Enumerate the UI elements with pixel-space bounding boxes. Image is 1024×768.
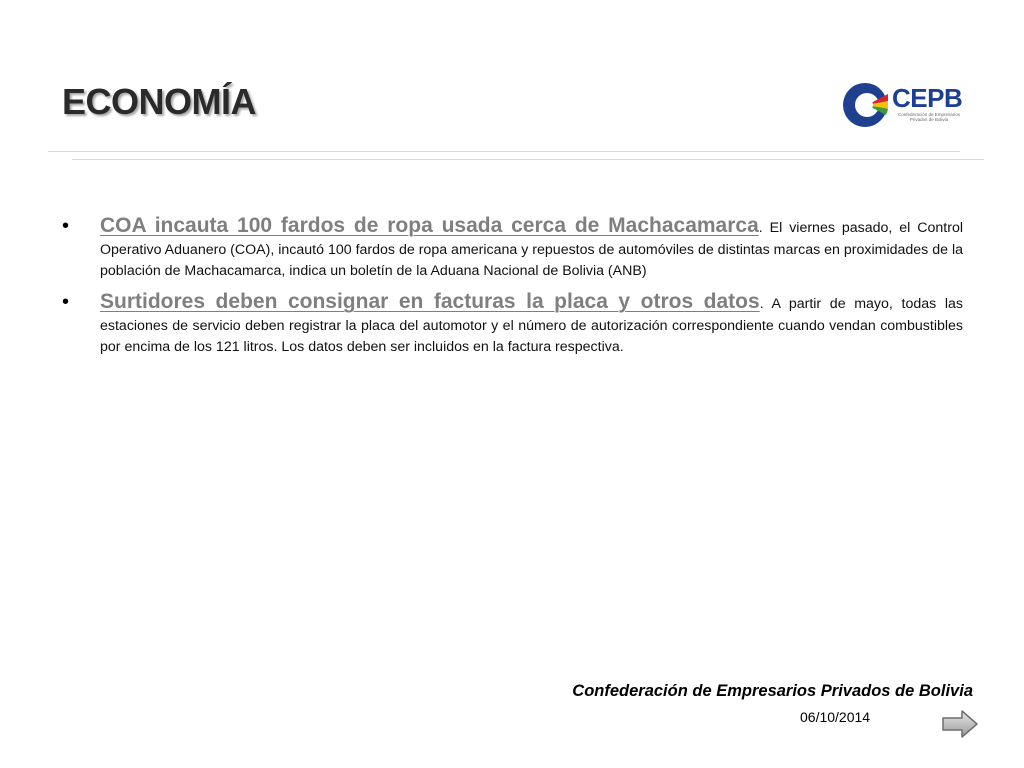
next-slide-button[interactable] (940, 708, 980, 740)
bullet-icon: • (62, 215, 70, 237)
list-item (62, 212, 963, 282)
logo-subtitle: Confederación de Empresarios Privados de Bolivia (897, 112, 961, 122)
list-item (62, 288, 963, 358)
news-headline-link[interactable]: Surtidores deben consignar en facturas la placa y otros datos (100, 290, 760, 313)
bullet-icon: • (62, 291, 70, 313)
cepb-logo-icon (842, 82, 888, 128)
news-body: El viernes pasado, el Control Operativo Aduanero (COA), incautó 100 fardos de ropa americana y repuestos de automóviles de distintas marcas en proximidades de la población de Machacamarca, indica un boletín de la Aduana Nacional de Bolivia (ANB) (100, 220, 963, 279)
headline-separator: . (758, 220, 763, 236)
news-headline-link[interactable]: COA incauta 100 fardos de ropa usada cerca de Machacamarca (100, 214, 759, 237)
footer-date: 06/10/2014 (800, 709, 871, 725)
news-list (62, 212, 963, 364)
header-divider-top (48, 151, 960, 152)
arrow-right-icon (940, 708, 980, 740)
headline-separator: . (759, 296, 764, 312)
news-body: A partir de mayo, todas las estaciones de servicio deben registrar la placa del automotor y el número de autorización correspondiente cuando vendan combustibles por encima de los 121 litros. Los datos deben ser incluidos en la factura respectiva. (100, 296, 963, 355)
cepb-logo (842, 80, 962, 130)
header-divider-bottom (72, 159, 984, 160)
footer-organization: Confederación de Empresarios Privados de Bolivia (572, 682, 973, 700)
logo-wordmark: CEPB (892, 83, 963, 113)
slide-title: ECONOMÍA (62, 81, 256, 122)
